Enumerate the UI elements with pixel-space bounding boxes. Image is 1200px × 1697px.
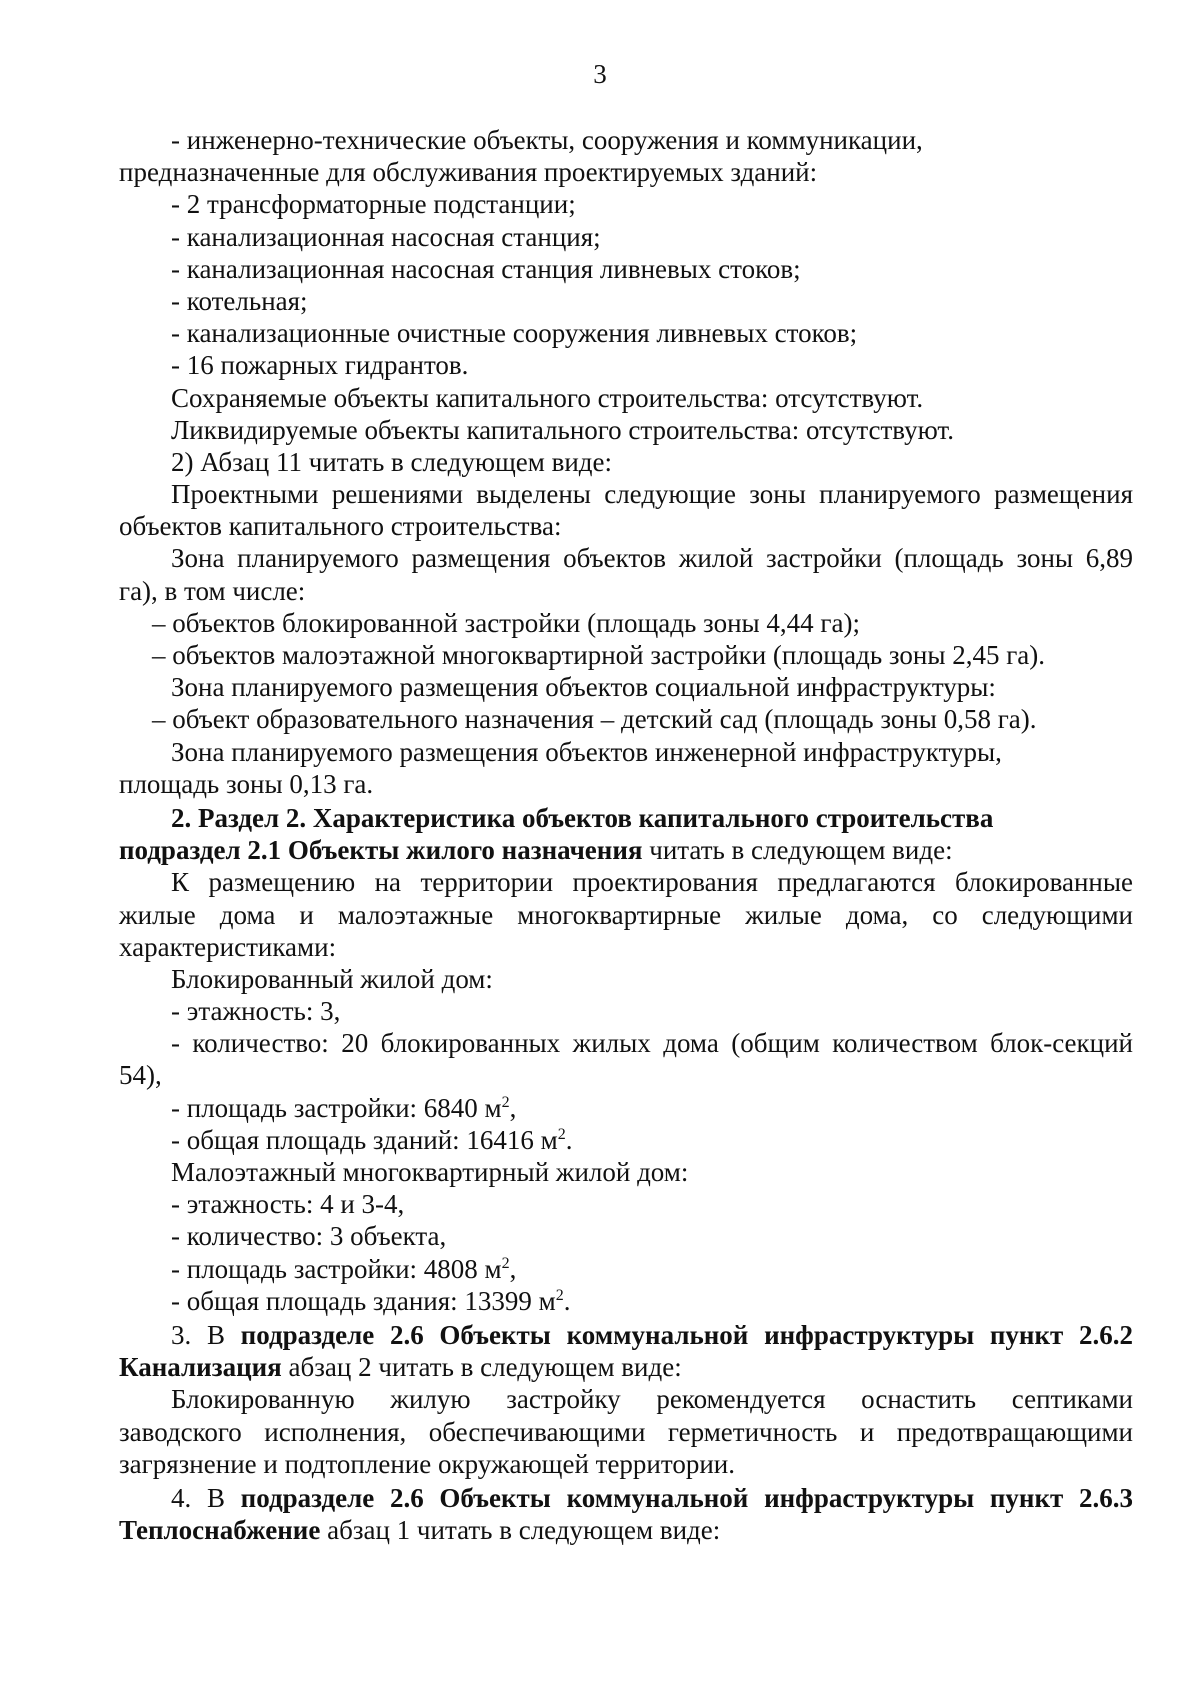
text-segment: - количество: 3 объекта, xyxy=(171,1221,447,1252)
text-line xyxy=(119,995,1133,1027)
text-segment: 3. В xyxy=(171,1319,241,1350)
text-line xyxy=(119,1319,1133,1351)
bold-text: Канализация xyxy=(119,1352,282,1383)
text-line xyxy=(119,1482,1133,1514)
bold-text: Теплоснабжение xyxy=(119,1515,321,1546)
bold-text: 2. Раздел 2. Характеристика объектов капитального строительства xyxy=(171,802,994,833)
text-segment: Блокированный жилой дом: xyxy=(171,963,493,994)
text-segment: объектов капитального строительства: xyxy=(119,511,562,542)
text-segment: 4. В xyxy=(171,1482,241,1513)
text-segment: Проектными решениями выделены следующие зоны планируемого размещения xyxy=(171,479,1133,510)
text-segment: - канализационная насосная станция; xyxy=(171,221,601,252)
text-segment: - общая площадь зданий: 16416 м xyxy=(171,1124,558,1155)
text-line xyxy=(119,510,1133,542)
superscript: 2 xyxy=(501,1093,510,1111)
text-segment: - инженерно-технические объекты, сооружения и коммуникации, xyxy=(171,125,923,155)
text-segment: - общая площадь здания: 13399 м xyxy=(171,1285,556,1316)
text-segment: 54), xyxy=(119,1060,162,1091)
text-segment: абзац 2 читать в следующем виде: xyxy=(281,1352,682,1383)
text-segment: - этажность: 4 и 3-4, xyxy=(171,1189,405,1220)
text-segment: загрязнение и подтопление окружающей территории. xyxy=(119,1448,735,1479)
text-line xyxy=(119,1188,1133,1220)
text-line xyxy=(119,285,1133,317)
text-line xyxy=(119,899,1133,931)
text-line xyxy=(119,1059,1133,1091)
superscript: 2 xyxy=(555,1286,564,1304)
text-line xyxy=(119,188,1133,220)
text-line xyxy=(119,931,1133,963)
text-line xyxy=(119,607,1133,639)
text-segment: предназначенные для обслуживания проектируемых зданий: xyxy=(119,157,818,188)
text-segment: - канализационные очистные сооружения ливневых стоков; xyxy=(171,318,858,349)
page-number: 3 xyxy=(593,59,607,89)
text-line xyxy=(119,124,1133,156)
text-line xyxy=(119,1351,1133,1383)
text-line xyxy=(119,1124,1133,1156)
text-segment: абзац 1 читать в следующем виде: xyxy=(320,1515,721,1546)
document-body xyxy=(119,124,1133,1546)
text-line xyxy=(119,866,1133,898)
text-line xyxy=(119,1092,1133,1124)
text-line xyxy=(119,963,1133,995)
text-line xyxy=(119,1514,1133,1546)
text-line xyxy=(119,768,1133,800)
text-line xyxy=(119,382,1133,414)
text-line xyxy=(119,1253,1133,1285)
text-segment: – объект образовательного назначения – детский сад (площадь зоны 0,58 га). xyxy=(152,704,1037,735)
text-line xyxy=(119,1220,1133,1252)
text-segment: - площадь застройки: 4808 м xyxy=(171,1253,502,1284)
text-line xyxy=(119,1383,1133,1415)
text-line xyxy=(119,542,1133,574)
bold-text: подраздел 2.1 Объекты жилого назначения xyxy=(119,835,643,866)
text-line xyxy=(119,703,1133,735)
text-line xyxy=(119,639,1133,671)
text-segment: , xyxy=(509,1253,517,1284)
text-line xyxy=(119,1448,1133,1480)
superscript: 2 xyxy=(501,1254,510,1272)
text-segment: заводского исполнения, обеспечивающими герметичность и предотвращающими xyxy=(119,1416,1133,1447)
text-segment: К размещению на территории проектирования предлагаются блокированные xyxy=(171,867,1133,898)
text-segment: Сохраняемые объекты капитального строительства: отсутствуют. xyxy=(171,382,924,413)
text-segment: - 2 трансформаторные подстанции; xyxy=(171,189,576,220)
text-line xyxy=(119,671,1133,703)
text-segment: - количество: 20 блокированных жилых дома (общим количеством блок-секций xyxy=(171,1028,1133,1059)
text-segment: , xyxy=(509,1092,517,1123)
text-line xyxy=(119,349,1133,381)
text-segment: Зона планируемого размещения объектов социальной инфраструктуры: xyxy=(171,672,996,703)
text-segment: Блокированную жилую застройку рекомендуется оснастить септиками xyxy=(171,1384,1133,1415)
text-segment: - 16 пожарных гидрантов. xyxy=(171,350,469,381)
text-line xyxy=(119,736,1133,768)
text-segment: – объектов блокированной застройки (площадь зоны 4,44 га); xyxy=(152,607,860,638)
text-line xyxy=(119,253,1133,285)
text-segment: Ликвидируемые объекты капитального строительства: отсутствуют. xyxy=(171,414,954,445)
text-line xyxy=(119,1285,1133,1317)
text-line xyxy=(119,446,1133,478)
text-segment: . xyxy=(563,1285,571,1316)
text-segment: Малоэтажный многоквартирный жилой дом: xyxy=(171,1157,689,1187)
text-segment: читать в следующем виде: xyxy=(642,835,953,866)
text-line xyxy=(119,478,1133,510)
text-segment: характеристиками: xyxy=(119,931,337,962)
text-line xyxy=(119,156,1133,188)
text-segment: площадь зоны 0,13 га. xyxy=(119,768,374,799)
text-line xyxy=(119,834,1133,866)
text-segment: Зона планируемого размещения объектов инженерной инфраструктуры, xyxy=(171,736,1002,767)
text-segment: - канализационная насосная станция ливневых стоков; xyxy=(171,253,801,284)
bold-text: подразделе 2.6 Объекты коммунальной инфраструктуры пункт 2.6.3 xyxy=(240,1482,1134,1513)
text-line xyxy=(119,1027,1133,1059)
text-segment: - котельная; xyxy=(171,285,308,316)
superscript: 2 xyxy=(557,1125,566,1143)
text-line xyxy=(119,1416,1133,1448)
text-segment: - площадь застройки: 6840 м xyxy=(171,1092,502,1123)
text-segment: Зона планируемого размещения объектов жилой застройки (площадь зоны 6,89 xyxy=(171,543,1133,574)
text-segment: га), в том числе: xyxy=(119,575,306,606)
text-line xyxy=(119,1156,1133,1188)
text-segment: – объектов малоэтажной многоквартирной застройки (площадь зоны 2,45 га). xyxy=(152,640,1046,670)
text-segment: - этажность: 3, xyxy=(171,996,341,1027)
text-segment: жилые дома и малоэтажные многоквартирные жилые дома, со следующими xyxy=(119,899,1133,930)
text-line xyxy=(119,575,1133,607)
text-line xyxy=(119,317,1133,349)
text-segment: . xyxy=(565,1124,573,1155)
bold-text: подразделе 2.6 Объекты коммунальной инфраструктуры пункт 2.6.2 xyxy=(240,1319,1134,1350)
text-segment: 2) Абзац 11 читать в следующем виде: xyxy=(171,446,613,477)
text-line xyxy=(119,802,1133,834)
text-line xyxy=(119,221,1133,253)
text-line xyxy=(119,414,1133,446)
